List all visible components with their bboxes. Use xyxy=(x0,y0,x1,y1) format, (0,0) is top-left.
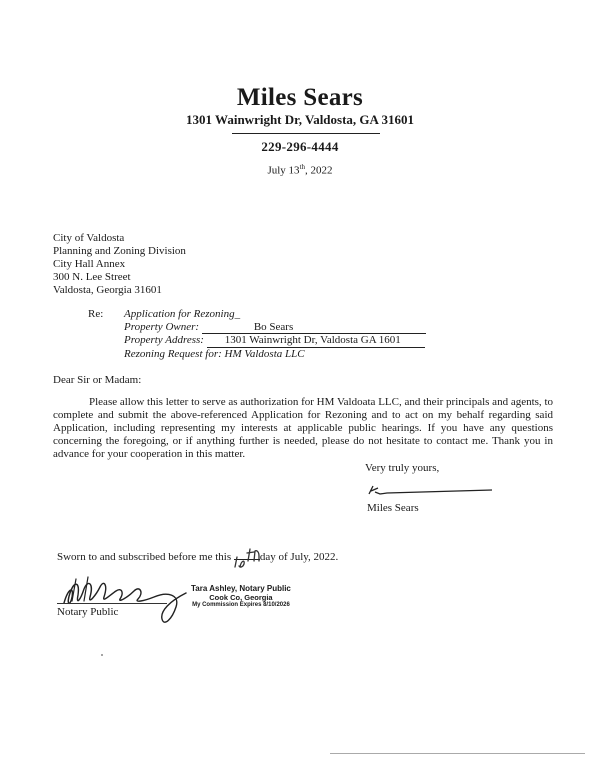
re-address-line xyxy=(124,334,426,348)
re-block xyxy=(124,308,426,360)
notary-signature-line xyxy=(57,603,167,604)
recipient-line: City Hall Annex xyxy=(53,258,126,270)
letterhead-name: Miles Sears xyxy=(236,84,364,111)
notary-stamp xyxy=(191,584,291,608)
re-owner-value: Bo Sears xyxy=(202,321,426,335)
salutation: Dear Sir or Madam: xyxy=(53,374,142,386)
re-subject: Application for Rezoning xyxy=(124,308,235,320)
letterhead-phone: 229-296-4444 xyxy=(261,139,339,154)
letterhead-divider xyxy=(232,133,380,134)
stamp-expiry: My Commission Expires 8/10/2026 xyxy=(192,602,290,608)
handwritten-day xyxy=(232,547,264,571)
re-address-value: 1301 Wainwright Dr, Valdosta GA 1601 xyxy=(207,334,425,348)
recipient-address xyxy=(53,232,186,297)
letter-date xyxy=(0,163,600,177)
re-label: Re: xyxy=(88,308,104,320)
sworn-statement xyxy=(57,551,338,563)
valediction: Very truly yours, xyxy=(365,462,440,474)
recipient-line: Planning and Zoning Division xyxy=(53,245,186,257)
recipient-line: Valdosta, Georgia 31601 xyxy=(53,284,162,296)
notary-signature xyxy=(58,571,198,629)
signer-name: Miles Sears xyxy=(367,502,419,514)
sworn-after: day of July, 2022. xyxy=(259,551,339,563)
body-paragraph: Please allow this letter to serve as authorization for HM Valdoata LLC, and their principals and agents, to complete and submit the above-referenced Application for Rezoning and to act on my behalf regarding said Application, including representing my interests at applicable public hearings. If you have any questions concerning the foregoing, or if anything further is needed, please do not hesitate to contact me. Thank you in advance for your cooperation in this matter. xyxy=(53,396,553,460)
date-suffix: th xyxy=(299,163,306,171)
re-owner-line xyxy=(124,321,426,335)
re-request-line xyxy=(124,348,426,361)
notary-label: Notary Public xyxy=(57,606,119,618)
signature-mark xyxy=(367,482,497,498)
scan-edge-line xyxy=(330,753,585,754)
sworn-before: Sworn to and subscribed before me this xyxy=(57,551,232,563)
speck xyxy=(101,654,103,656)
letterhead-address: 1301 Wainwright Dr, Valdosta, GA 31601 xyxy=(186,112,414,127)
re-subject-line xyxy=(124,308,426,321)
re-subject-underscore: _ xyxy=(234,308,241,320)
date-year: , 2022 xyxy=(305,164,333,177)
recipient-line: City of Valdosta xyxy=(53,232,125,244)
stamp-name: Tara Ashley, Notary Public xyxy=(191,584,291,593)
recipient-line: 300 N. Lee Street xyxy=(53,271,131,283)
sworn-day-field xyxy=(234,559,260,560)
re-request-value: HM Valdosta LLC xyxy=(224,347,305,360)
date-text: July 13 xyxy=(267,164,300,177)
re-address-label: Property Address: xyxy=(124,334,204,346)
re-owner-label: Property Owner: xyxy=(124,320,200,333)
stamp-county: Cook Co, Georgia xyxy=(209,593,273,602)
re-request-label: Rezoning Request for: xyxy=(124,347,222,360)
